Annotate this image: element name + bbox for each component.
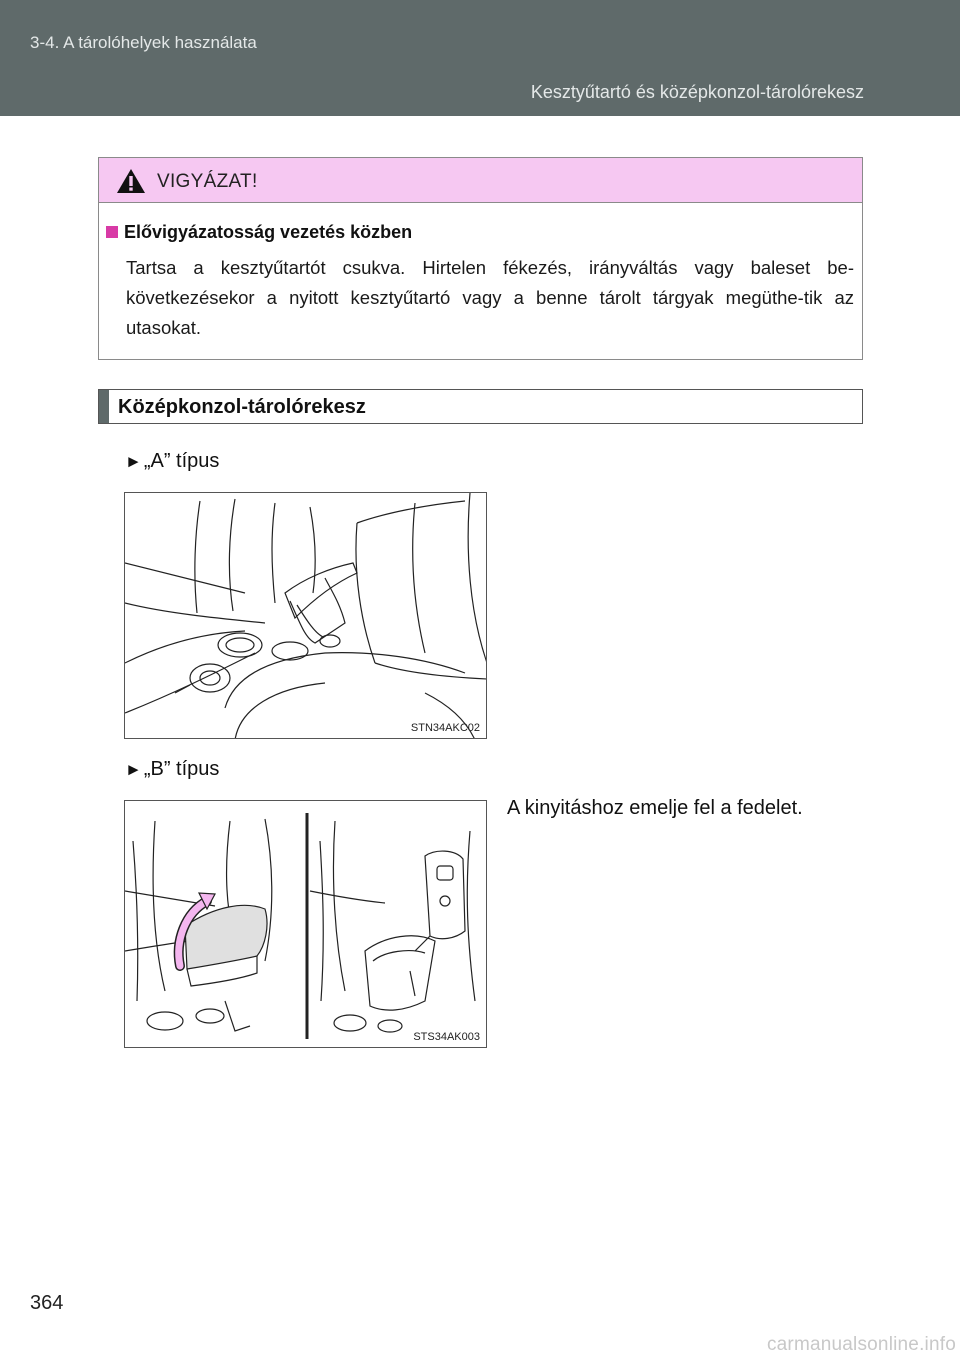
figure-code-a: STN34AKC02 xyxy=(410,722,480,734)
open-instruction: A kinyitáshoz emelje fel a fedelet. xyxy=(507,797,803,819)
caution-body: Tartsa a kesztyűtartót csukva. Hirtelen fékezés, irányváltás vagy baleset be-következésekor a nyitott kesztyűtartó vagy a benne tárolt tárgyak megüthe-tik az utasokat. xyxy=(126,257,854,338)
section-heading-strip xyxy=(99,390,109,423)
triangle-bullet-icon: ► xyxy=(125,760,142,779)
triangle-bullet-icon: ► xyxy=(125,452,142,471)
warning-icon xyxy=(116,168,146,194)
watermark: carmanualsonline.info xyxy=(766,1334,956,1355)
square-bullet-icon xyxy=(106,226,118,238)
caution-header xyxy=(99,158,862,203)
console-illustration-a xyxy=(125,493,487,739)
figure-type-a xyxy=(124,492,487,739)
console-illustration-b xyxy=(125,801,487,1048)
type-a-label xyxy=(125,450,219,473)
caution-box xyxy=(98,157,863,360)
figure-type-b xyxy=(124,800,487,1048)
section-heading-text: Középkonzol-tárolórekesz xyxy=(118,396,366,418)
caution-subheading-text: Elővigyázatosság vezetés közben xyxy=(124,222,413,242)
type-b-label-text: „B” típus xyxy=(143,758,220,780)
caution-label: VIGYÁZAT! xyxy=(157,171,258,192)
type-a-label-text: „A” típus xyxy=(143,450,220,472)
section-heading xyxy=(98,389,863,424)
figure-code-b: STS34AK003 xyxy=(413,1031,480,1043)
chapter-section: 3-4. A tárolóhelyek használata xyxy=(30,33,257,52)
page-number: 364 xyxy=(30,1292,64,1314)
page-header xyxy=(0,0,960,116)
type-b-label xyxy=(125,758,219,781)
caution-subheading xyxy=(106,222,412,243)
page-title: Kesztyűtartó és középkonzol-tárolórekesz xyxy=(530,82,864,102)
